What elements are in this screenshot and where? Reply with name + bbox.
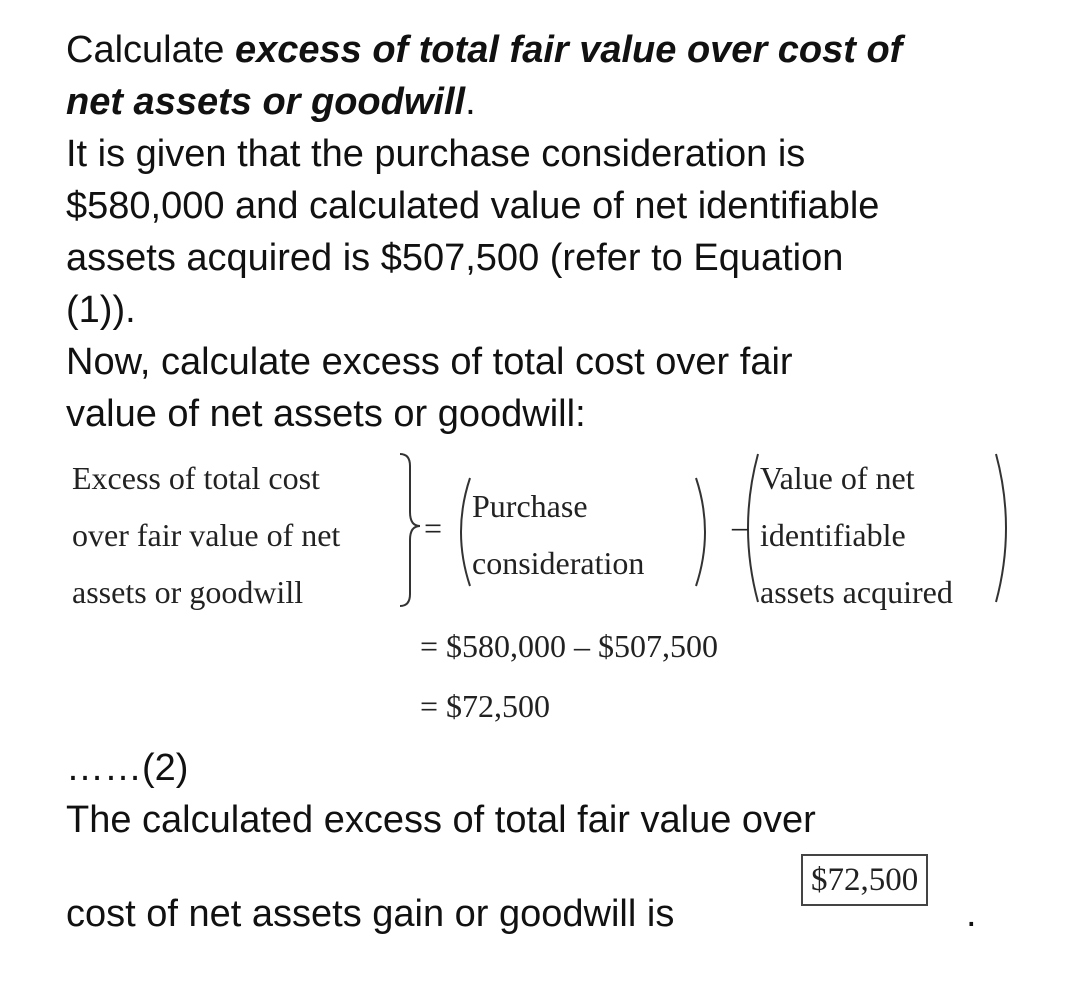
intro-line-1: [66, 24, 1026, 76]
term2-line-2: identifiable: [760, 517, 906, 553]
term1-right-paren: [696, 478, 705, 586]
term2-left-paren: [748, 454, 758, 602]
intro-line-2: [66, 76, 1026, 128]
intro-text: [66, 24, 1026, 440]
intro-line-5: assets acquired is $507,500 (refer to Equation: [66, 237, 844, 279]
term1-line-2: consideration: [472, 545, 645, 581]
final-period: .: [966, 893, 977, 935]
intro-line-8: value of net assets or goodwill:: [66, 393, 586, 435]
intro-emphasis-2: net assets or goodwill: [66, 81, 466, 123]
net-assets-term: [760, 450, 953, 621]
intro-line-6: (1)).: [66, 289, 136, 331]
term1-line-1: Purchase: [472, 488, 588, 524]
lhs-right-brace: [400, 454, 420, 606]
term2-right-paren: [996, 454, 1006, 602]
term2-line-1: Value of net: [760, 460, 915, 496]
minus-sign: –: [732, 508, 748, 544]
equation-step-1: = $580,000 – $507,500: [420, 628, 719, 664]
term2-line-3: assets acquired: [760, 574, 953, 610]
lhs-line-2: over fair value of net: [72, 517, 341, 553]
lhs-line-1: Excess of total cost: [72, 460, 320, 496]
purchase-consideration-term: [472, 478, 644, 592]
equation-step-2: = $72,500: [420, 688, 551, 724]
intro-line-3: It is given that the purchase consideration is: [66, 133, 806, 175]
answer-box: $72,500: [801, 854, 928, 906]
intro-emphasis-1: excess of total fair value over cost of: [234, 29, 903, 71]
conclusion-line-1: The calculated excess of total fair value over: [66, 799, 816, 841]
intro-line-7: Now, calculate excess of total cost over fair: [66, 341, 793, 383]
conclusion-line-2: cost of net assets gain or goodwill is: [66, 893, 675, 935]
lhs-line-3: assets or goodwill: [72, 574, 304, 610]
intro-line-4: $580,000 and calculated value of net identifiable: [66, 185, 880, 227]
equals-sign: =: [424, 510, 443, 546]
conclusion-text: [66, 742, 1026, 846]
equation-reference: ……(2): [66, 747, 189, 789]
intro-period: .: [465, 81, 476, 123]
equation-lhs: [72, 450, 340, 621]
intro-calculate: Calculate: [66, 29, 235, 71]
term1-left-paren: [461, 478, 470, 586]
